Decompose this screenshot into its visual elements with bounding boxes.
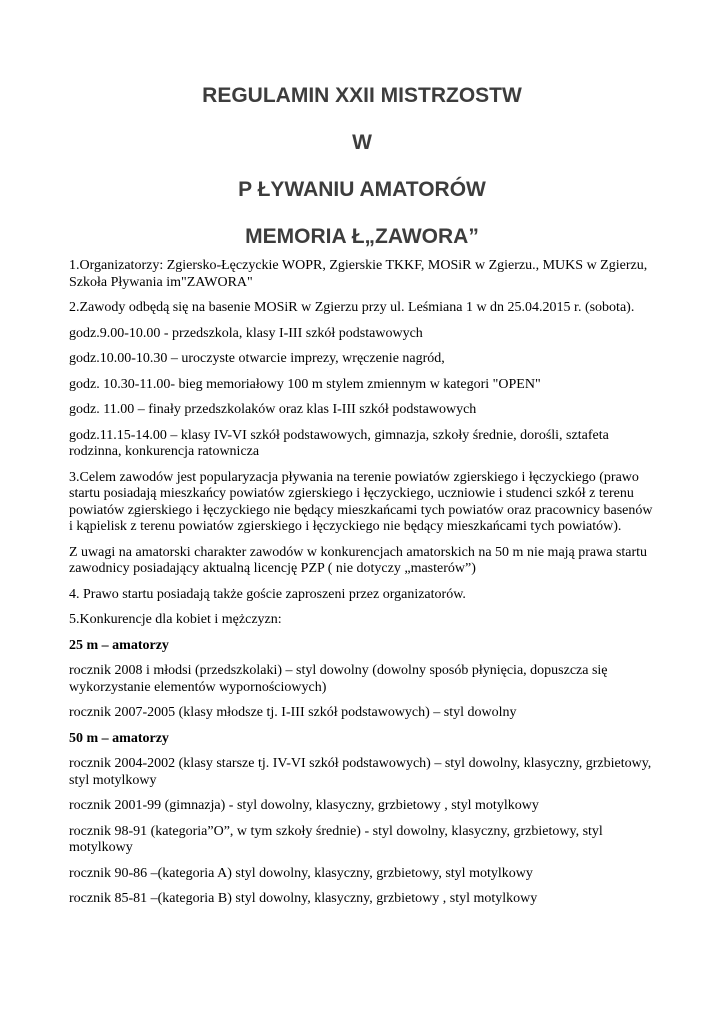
- category-item: rocznik 2008 i młodsi (przedszkolaki) – styl dowolny (dowolny sposób płynięcia, dopuszcza się wykorzystanie elementów wypornościowych): [69, 663, 608, 695]
- title-line-1: REGULAMIN XXII MISTRZOSTW: [202, 84, 522, 107]
- section-heading-25m: 25 m – amatorzy: [69, 637, 169, 653]
- category-item: rocznik 85-81 –(kategoria B) styl dowolny, klasyczny, grzbietowy , styl motylkowy: [69, 891, 538, 906]
- category-item: rocznik 2001-99 (gimnazja) - styl dowolny, klasyczny, grzbietowy , styl motylkowy: [69, 798, 539, 813]
- paragraph-goal: 3.Celem zawodów jest popularyzacja pływania na terenie powiatów zgierskiego i łęczyckiego (prawo startu posiadają mieszkańcy powiatów zgierskiego i łęczyckiego, uczniowie i studenci szkół z terenu powiatów zgierskiego i łęczyckiego nie będący mieszkańcami tych powiatów oraz pracownicy basenów i kąpielisk z terenu powiatów zgierskiego i łęczyckiego nie będący mieszkańcami tych powiatów).: [69, 469, 653, 534]
- title-line-3: P ŁYWANIU AMATORÓW: [238, 178, 486, 201]
- paragraph-amateur-note: Z uwagi na amatorski charakter zawodów w konkurencjach amatorskich na 50 m nie mają prawa startu zawodnicy posiadający aktualną licencję PZP ( nie dotyczy „masterów”): [69, 544, 648, 576]
- paragraph-organizers: 1.Organizatorzy: Zgiersko-Łęczyckie WOPR, Zgierskie TKKF, MOSiR w Zgierzu., MUKS w Zgierzu, Szkoła Pływania im"ZAWORA": [69, 258, 648, 290]
- paragraph-venue: 2.Zawody odbędą się na basenie MOSiR w Zgierzu przy ul. Leśmiana 1 w dn 25.04.2015 r. (sobota).: [69, 300, 635, 315]
- paragraph-guests: 4. Prawo startu posiadają także goście zaproszeni przez organizatorów.: [69, 586, 466, 602]
- document-title: [0, 84, 724, 272]
- title-line-4: MEMORIA Ł„ZAWORA”: [245, 225, 479, 248]
- paragraph-competitions: 5.Konkurencje dla kobiet i mężczyzn:: [69, 612, 282, 627]
- document-body: [69, 258, 659, 917]
- schedule-item: godz. 11.00 – finały przedszkolaków oraz klas I-III szkół podstawowych: [69, 402, 477, 417]
- category-item: rocznik 2004-2002 (klasy starsze tj. IV-VI szkół podstawowych) – styl dowolny, klasyczny, grzbietowy, styl motylkowy: [69, 756, 652, 788]
- schedule-item: godz. 10.30-11.00- bieg memoriałowy 100 m stylem zmiennym w kategori "OPEN": [69, 376, 541, 392]
- title-line-2: W: [352, 131, 372, 154]
- schedule-item: godz.10.00-10.30 – uroczyste otwarcie imprezy, wręczenie nagród,: [69, 351, 445, 366]
- category-item: rocznik 90-86 –(kategoria A) styl dowolny, klasyczny, grzbietowy, styl motylkowy: [69, 865, 533, 881]
- category-item: rocznik 2007-2005 (klasy młodsze tj. I-III szkół podstawowych) – styl dowolny: [69, 705, 517, 720]
- schedule-item: godz.9.00-10.00 - przedszkola, klasy I-III szkół podstawowych: [69, 325, 423, 341]
- section-heading-50m: 50 m – amatorzy: [69, 730, 169, 746]
- category-item: rocznik 98-91 (kategoria”O”, w tym szkoły średnie) - styl dowolny, klasyczny, grzbietowy, styl motylkowy: [69, 823, 603, 855]
- schedule-item: godz.11.15-14.00 – klasy IV-VI szkół podstawowych, gimnazja, szkoły średnie, dorośli, sztafeta rodzinna, konkurencja ratownicza: [69, 427, 609, 459]
